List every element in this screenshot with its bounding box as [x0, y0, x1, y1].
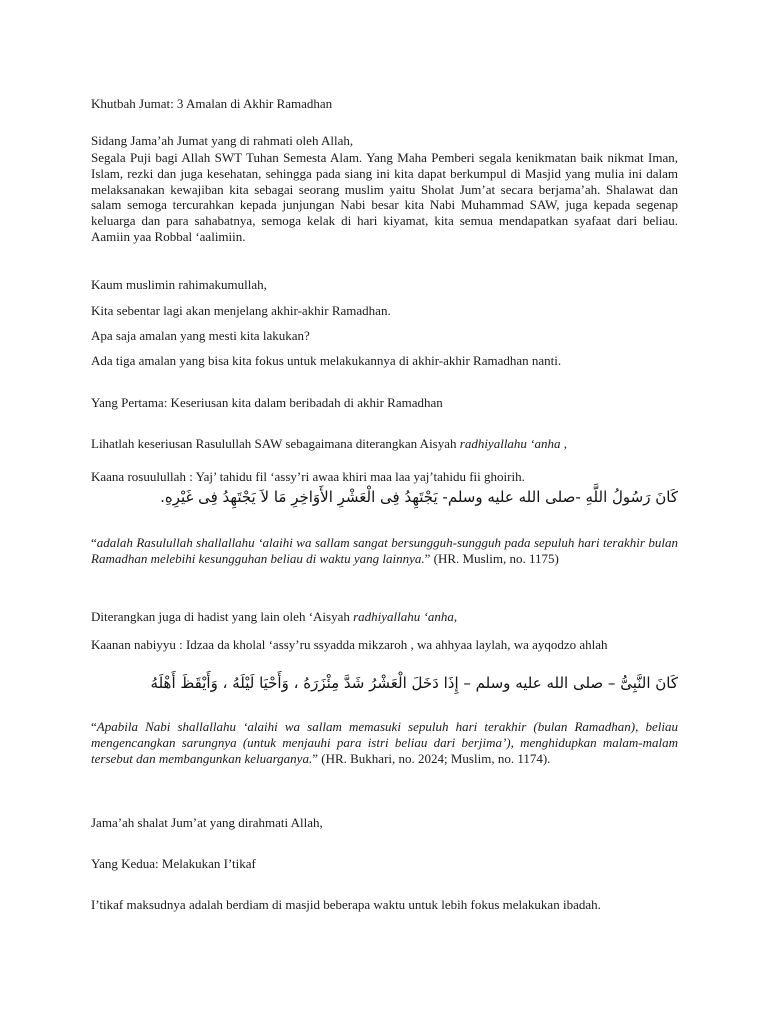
hadith-source: (HR. Bukhari, no. 2024; Muslim, no. 1174). [317, 750, 551, 766]
hadith-source: (HR. Muslim, no. 1175) [430, 550, 559, 566]
opening-greeting: Sidang Jama’ah Jumat yang di rahmati oleh Allah, [91, 133, 354, 148]
congregation-address: Jama’ah shalat Jum’at yang dirahmati Allah, [91, 815, 323, 830]
open-quote: “ [91, 719, 97, 734]
second-hadith-intro [91, 609, 457, 624]
intro-line-4: Ada tiga amalan yang bisa kita fokus untuk melakukannya di akhir-akhir Ramadhan nanti. [91, 353, 562, 368]
close-quote: ” [424, 550, 431, 566]
second-hadith-transliteration: Kaanan nabiyyu : Idzaa da kholal ‘assy’ru ssyadda mikzaroh , wa ahhyaa laylah, wa ayqodzo ahlah [91, 637, 608, 652]
punctuation: , [560, 436, 568, 451]
intro-text: Diterangkan juga di hadist yang lain oleh ‘Aisyah [91, 609, 354, 624]
opening-paragraph: Segala Puji bagi Allah SWT Tuhan Semesta Alam. Yang Maha Pemberi segala kenikmatan baik nikmat Iman, Islam, rezki dan juga kesehatan, sehingga pada siang ini kita dapat berkumpul di Masjid yang mulia ini dalam melaksanakan kewajiban kita sebagai seorang muslim yaitu Sholat Jum’at secara berjama’ah. Shalawat dan salam semoga tercurahkan kepada junjungan Nabi besar kita Nabi Muhammad SAW, juga kepada segenap keluarga dan para sahabatnya, semoga kelak di hari kiyamat, kita semua mendapatkan syafaat dari beliau. Aamiin yaa Robbal ‘aalimiin. [91, 150, 678, 244]
intro-text: Lihatlah keseriusan Rasulullah SAW sebagaimana diterangkan Aisyah [91, 436, 460, 451]
second-hadith-translation [91, 719, 678, 766]
first-hadith-arabic: كَانَ رَسُولُ اللَّهِ -صلى الله عليه وسلم- يَجْتَهِدُ فِى الْعَشْرِ الأَوَاخِرِ مَا لاَ يَجْتَهِدُ فِى غَيْرِهِ. [160, 488, 678, 506]
translation-text: Apabila Nabi shallallahu ‘alaihi wa sallam memasuki sepuluh hari terakhir (bulan Ramadhan), beliau mengencangkan sarungnya (untuk menjauhi para istri beliau dari berjima’), menghidupkan malam-malam tersebut dan membangunkan keluarganya. [91, 719, 678, 766]
honorific: radhiyallahu ‘anha, [353, 609, 458, 624]
second-point-body: I’tikaf maksudnya adalah berdiam di masjid beberapa waktu untuk lebih fokus melakukan ibadah. [91, 897, 601, 912]
first-hadith-transliteration: Kaana rosuulullah : Yaj’ tahidu fil ‘assy’ri awaa khiri maa laa yaj’tahidu fii ghoirih. [91, 469, 525, 484]
document-title: Khutbah Jumat: 3 Amalan di Akhir Ramadhan [91, 96, 333, 111]
first-point-heading: Yang Pertama: Keseriusan kita dalam beribadah di akhir Ramadhan [91, 395, 443, 410]
intro-line-2: Kita sebentar lagi akan menjelang akhir-akhir Ramadhan. [91, 303, 391, 318]
intro-line-3: Apa saja amalan yang mesti kita lakukan? [91, 328, 310, 343]
open-quote: “ [91, 535, 97, 550]
first-hadith-translation [91, 535, 678, 567]
second-hadith-arabic: كَانَ النَّبِىُّ – صلى الله عليه وسلم – إِذَا دَخَلَ الْعَشْرُ شَدَّ مِئْزَرَهُ ، وَأَحْيَا لَيْلَهُ ، وَأَيْقَظَ أَهْلَهُ [150, 674, 678, 692]
honorific: radhiyallahu ‘anha [459, 436, 561, 451]
intro-line-1: Kaum muslimin rahimakumullah, [91, 277, 267, 292]
close-quote: ” [312, 750, 318, 766]
second-point-heading: Yang Kedua: Melakukan I’tikaf [91, 856, 256, 871]
translation-text: adalah Rasulullah shallallahu ‘alaihi wa sallam sangat bersungguh-sungguh pada sepuluh hari terakhir bulan Ramadhan melebihi kesungguhan beliau di waktu yang lainnya. [91, 535, 678, 566]
first-point-intro [91, 436, 567, 451]
